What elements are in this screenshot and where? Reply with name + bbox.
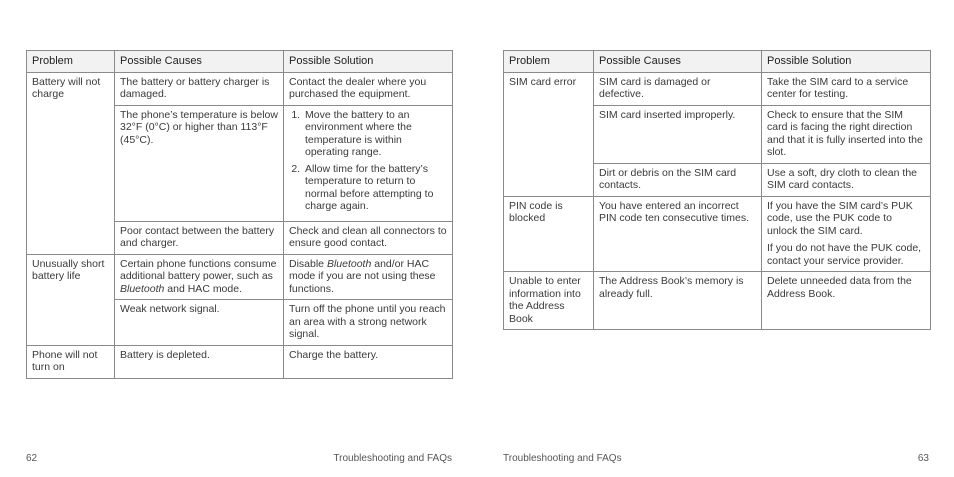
solution-cell: Take the SIM card to a service center for testing.: [762, 72, 931, 105]
problem-cell: SIM card error: [504, 72, 594, 196]
cause-cell: You have entered an incorrect PIN code ten consecutive times.: [594, 196, 762, 272]
solution-cell: [284, 254, 453, 300]
cause-cell: Poor contact between the battery and charger.: [115, 221, 284, 254]
solution-cell: Turn off the phone until you reach an area with a strong network signal.: [284, 300, 453, 346]
solution-paragraph: If you have the SIM card’s PUK code, use the PUK code to unlock the SIM card.: [767, 199, 913, 237]
solution-cell: Check to ensure that the SIM card is facing the right direction and that it is fully inserted into the slot.: [762, 105, 931, 163]
problem-cell: Phone will not turn on: [27, 345, 115, 378]
table-row: [27, 254, 453, 300]
header-problem: Problem: [27, 51, 115, 73]
solution-cell: Use a soft, dry cloth to clean the SIM card contacts.: [762, 163, 931, 196]
right-page: [477, 0, 954, 477]
section-title: Troubleshooting and FAQs: [503, 453, 622, 464]
cause-cell: The Address Book’s memory is already full.: [594, 272, 762, 330]
cause-text: and HAC mode.: [164, 282, 242, 295]
solution-cell: [284, 105, 453, 221]
problem-cell: Battery will not charge: [27, 72, 115, 254]
cause-cell: SIM card is damaged or defective.: [594, 72, 762, 105]
cause-cell: Dirt or debris on the SIM card contacts.: [594, 163, 762, 196]
cause-cell: The phone’s temperature is below 32°F (0°C) or higher than 113°F (45°C).: [115, 105, 284, 221]
solution-cell: Check and clean all connectors to ensure good contact.: [284, 221, 453, 254]
cause-cell: Battery is depleted.: [115, 345, 284, 378]
table-header-row: [504, 51, 931, 73]
table-row: [504, 196, 931, 272]
header-possible-causes: Possible Causes: [115, 51, 284, 73]
table-row: [27, 345, 453, 378]
problem-cell: Unusually short battery life: [27, 254, 115, 345]
table-row: [27, 72, 453, 105]
table-header-row: [27, 51, 453, 73]
solution-cell: Charge the battery.: [284, 345, 453, 378]
problem-cell: PIN code is blocked: [504, 196, 594, 272]
table-row: [504, 72, 931, 105]
cause-cell: Weak network signal.: [115, 300, 284, 346]
cause-cell: [115, 254, 284, 300]
bluetooth-term: Bluetooth: [120, 282, 165, 295]
solution-text: and/or HAC mode if you are not using these functions.: [289, 257, 436, 295]
solution-text: Disable: [289, 257, 327, 270]
page-number: 63: [917, 453, 929, 464]
header-possible-causes: Possible Causes: [594, 51, 762, 73]
solution-cell: Delete unneeded data from the Address Book.: [762, 272, 931, 330]
solution-step: 1. Move the battery to an environment where the temperature is within operating range.: [303, 109, 447, 159]
header-problem: Problem: [504, 51, 594, 73]
section-title: Troubleshooting and FAQs: [333, 453, 452, 464]
cause-cell: The battery or battery charger is damaged.: [115, 72, 284, 105]
troubleshooting-table-left: [26, 50, 453, 379]
solution-step: 2. Allow time for the battery’s temperature to return to normal before attempting to charge again.: [303, 163, 447, 213]
solution-steps-list: [289, 109, 447, 213]
problem-cell: Unable to enter information into the Address Book: [504, 272, 594, 330]
troubleshooting-table-right: [503, 50, 931, 330]
solution-cell: [762, 196, 931, 272]
header-possible-solution: Possible Solution: [762, 51, 931, 73]
header-possible-solution: Possible Solution: [284, 51, 453, 73]
page-number: 62: [26, 453, 38, 464]
cause-text: Certain phone functions consume additional battery power, such as: [120, 257, 277, 282]
bluetooth-term: Bluetooth: [326, 257, 372, 270]
solution-cell: Contact the dealer where you purchased the equipment.: [284, 72, 453, 105]
solution-paragraph: If you do not have the PUK code, contact your service provider.: [767, 242, 922, 267]
table-row: [504, 272, 931, 330]
cause-cell: SIM card inserted improperly.: [594, 105, 762, 163]
